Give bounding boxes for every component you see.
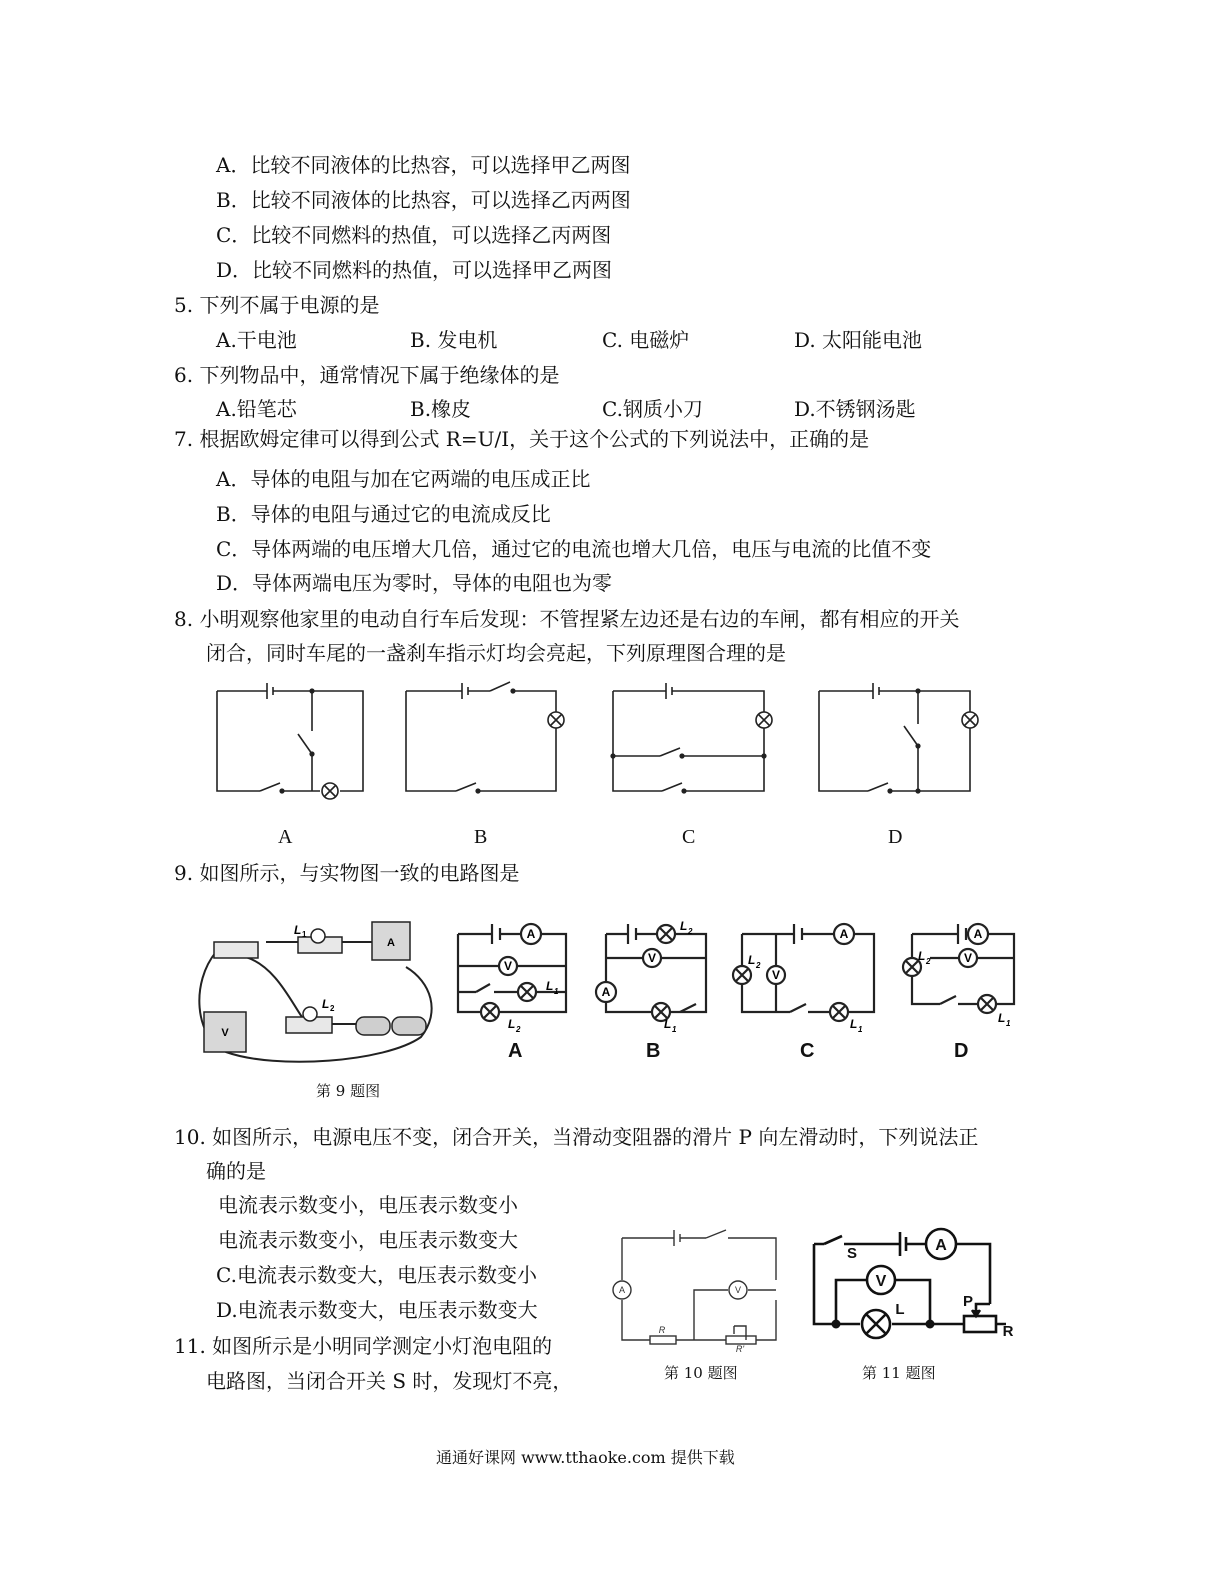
q11-circuit [800,1222,1020,1352]
q10-option-a: 电流表示数变小，电压表示数变小 [218,1193,518,1217]
q9-stem: 9. 如图所示，与实物图一致的电路图是 [174,861,520,885]
q8-label-c: C [682,826,696,848]
svg-text:L: L [680,919,688,933]
q8-circuit-b [406,682,564,793]
svg-text:2: 2 [926,957,931,966]
svg-text:1: 1 [672,1025,677,1032]
q10-stem-line1: 10. 如图所示，电源电压不变，闭合开关，当滑动变阻器的滑片 P 向左滑动时，下列说法正 [174,1125,979,1149]
q5-option-c: C. 电磁炉 [602,328,690,352]
q8-stem-line2: 闭合，同时车尾的一盏刹车指示灯均会亮起，下列原理图合理的是 [206,641,786,665]
q9-label-d: D [954,1040,969,1062]
q9-caption: 第 9 题图 [316,1082,381,1100]
q8-label-b: B [474,826,488,848]
svg-text:1: 1 [858,1025,863,1032]
q5-option-d: D. 太阳能电池 [794,328,923,352]
q9-circuit-c [733,924,874,1021]
q11-node-left [832,1320,841,1329]
q8-label-d: D [888,826,903,848]
svg-text:1: 1 [302,930,307,939]
q6-option-a: A.铅笔芯 [216,397,297,421]
svg-text:V: V [221,1027,229,1039]
svg-text:A: A [935,1237,947,1254]
q9-option-circuits [450,912,1030,1032]
svg-text:A: A [618,1285,626,1295]
q10-stem-line2: 确的是 [206,1159,266,1183]
q9-bulb-l1-icon [311,929,325,943]
q9-circuit-b [596,924,706,1021]
q11-stem-line1: 11. 如图所示是小明同学测定小灯泡电阻的 [174,1334,553,1358]
q9-label-b: B [646,1040,661,1062]
q7-option-a: A．导体的电阻与加在它两端的电压成正比 [216,467,591,491]
q6-stem: 6. 下列物品中，通常情况下属于绝缘体的是 [174,363,560,387]
svg-text:P: P [962,1293,974,1310]
q4-option-a: A．比较不同液体的比热容，可以选择甲乙两图 [216,153,631,177]
q8-circuit-d [819,683,978,793]
q4-option-d: D．比较不同燃料的热值，可以选择甲乙两图 [216,258,613,282]
svg-text:L: L [546,979,554,993]
q9-bulb-l2-icon [303,1007,317,1021]
svg-text:L: L [508,1017,516,1031]
q7-option-b: B．导体的电阻与通过它的电流成反比 [216,502,551,526]
svg-text:A: A [387,937,395,949]
q8-circuit-diagrams [200,676,1000,806]
svg-text:V: V [875,1273,887,1290]
q6-option-b: B.橡皮 [410,397,472,421]
q9-physical-circuit [186,912,442,1072]
svg-text:R: R [658,1325,666,1335]
svg-text:L: L [294,923,302,937]
q9-label-c: C [800,1040,815,1062]
svg-text:L: L [748,953,756,967]
svg-text:L: L [918,949,926,963]
q8-circuit-c [611,683,772,793]
svg-text:2: 2 [688,927,693,936]
svg-text:V: V [734,1285,742,1295]
svg-text:L: L [850,1017,858,1031]
q9-switch-block [214,942,258,958]
svg-text:V: V [647,951,657,965]
svg-text:R: R [1002,1323,1014,1340]
q9-label-a: A [508,1040,523,1062]
svg-text:V: V [771,968,781,982]
q9-circuit-d [903,924,1014,1013]
svg-text:A: A [973,927,983,941]
q11-stem-line2: 电路图，当闭合开关 S 时，发现灯不亮， [206,1369,573,1393]
q10-caption: 第 10 题图 [664,1364,738,1382]
q5-option-a: A.干电池 [216,328,297,352]
q8-circuit-a [217,683,363,799]
q7-stem: 7. 根据欧姆定律可以得到公式 R=U/I，关于这个公式的下列说法中，正确的是 [174,427,870,451]
q5-option-b: B. 发电机 [410,328,498,352]
q11-node-right [926,1320,935,1329]
svg-text:L: L [895,1301,905,1318]
q4-option-c: C．比较不同燃料的热值，可以选择乙丙两图 [216,223,612,247]
q6-option-d: D.不锈钢汤匙 [794,397,916,421]
svg-text:2: 2 [516,1025,521,1032]
q7-option-d: D．导体两端电压为零时，导体的电阻也为零 [216,571,613,595]
svg-text:A: A [526,927,536,941]
q10-option-d: D.电流表示数变大，电压表示数变大 [216,1298,538,1322]
q8-label-a: A [278,826,293,848]
svg-text:V: V [963,951,973,965]
svg-text:2: 2 [756,961,761,970]
svg-text:V: V [503,959,513,973]
q10-option-c: C.电流表示数变大，电压表示数变小 [216,1263,537,1287]
svg-text:L: L [998,1011,1006,1025]
q11-caption: 第 11 题图 [862,1364,936,1382]
svg-text:A: A [601,985,611,999]
svg-text:A: A [839,927,849,941]
q5-stem: 5. 下列不属于电源的是 [174,293,380,317]
svg-text:R': R' [735,1344,745,1354]
q10-option-b: 电流表示数变小，电压表示数变大 [218,1228,518,1252]
q6-option-c: C.钢质小刀 [602,397,703,421]
svg-text:2: 2 [330,1004,335,1013]
q8-stem-line1: 8. 小明观察他家里的电动自行车后发现：不管捏紧左边还是右边的车闸，都有相应的开关 [174,607,960,631]
q10-circuit [606,1218,796,1358]
page-footer: 通通好课网 www.tthaoke.com 提供下载 [436,1448,735,1467]
svg-text:1: 1 [1006,1019,1011,1028]
q7-option-c: C．导体两端的电压增大几倍，通过它的电流也增大几倍，电压与电流的比值不变 [216,537,932,561]
q4-option-b: B．比较不同液体的比热容，可以选择乙丙两图 [216,188,631,212]
svg-text:1: 1 [554,987,559,996]
svg-text:L: L [322,997,330,1011]
svg-text:L: L [664,1017,672,1031]
svg-text:S: S [846,1245,858,1262]
